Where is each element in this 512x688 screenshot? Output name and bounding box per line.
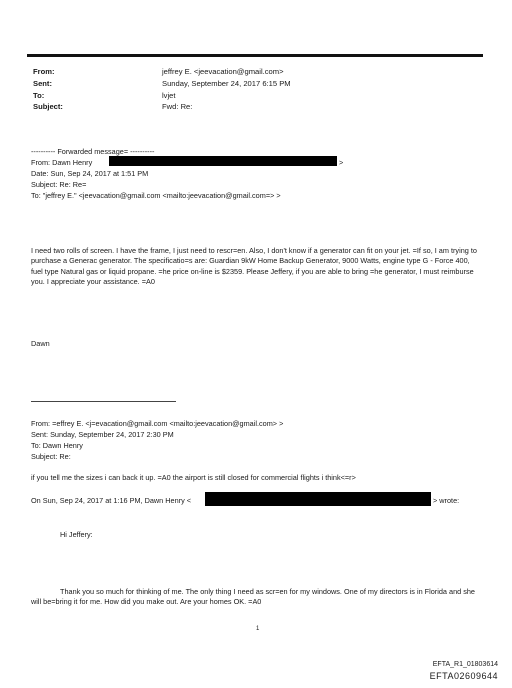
- reply-body: if you tell me the sizes i can back it up. =A0 the airport is still closed for commercial flights i think<=r>: [31, 473, 356, 482]
- redaction-block: [109, 156, 337, 166]
- bates-number-primary: EFTA02609644: [429, 671, 498, 681]
- to-value: lvjet: [162, 91, 176, 100]
- forwarded-date: Date: Sun, Sep 24, 2017 at 1:51 PM: [31, 169, 149, 178]
- subject-value: Fwd: Re:: [162, 102, 193, 111]
- subject-label: Subject:: [33, 102, 63, 111]
- forwarded-to: To: "jeffrey E." <jeevacation@gmail.com <mailto:jeevacation@gmail.com=> >: [31, 191, 281, 200]
- bates-number-secondary: EFTA_R1_01803614: [432, 661, 498, 668]
- message-body: I need two rolls of screen. I have the frame, I just need to rescr=en. Also, I don't know if a generator can fit on your jet. =If so, I am trying to purchase a Generac generator. The specificatio=s are: Guardian 9kW Home Backup Generator, 9000 Watts, engine type G - Force 400, fuel type Natural gas or liquid propane. =he price on-line is $2359. Please Jeffery, if you are able to bring =he generator, I must reimburse you. I appreciate your assistance. =A0: [31, 246, 477, 286]
- header-divider: [27, 54, 483, 57]
- sent-label: Sent:: [33, 79, 52, 88]
- forwarded-from-suffix: >: [339, 158, 344, 167]
- quoted-body: Thank you so much for thinking of me. The only thing I need as scr=en for my windows. One of my directors is in Florida and she will be=bring it for me. How did you make out. Are your homes OK. =A0: [31, 587, 475, 607]
- forwarded-marker: ---------- Forwarded message= ----------: [31, 147, 155, 156]
- reply-subject: Subject: Re:: [31, 452, 71, 461]
- to-label: To:: [33, 91, 45, 100]
- reply-separator: [31, 401, 176, 402]
- reply-sent: Sent: Sunday, September 24, 2017 2:30 PM: [31, 430, 174, 439]
- forwarded-from: From: Dawn Henry: [31, 158, 93, 167]
- from-label: From:: [33, 67, 55, 76]
- from-value[interactable]: jeffrey E. <jeevacation@gmail.com>: [162, 67, 284, 76]
- reply-from: From: =effrey E. <j=evacation@gmail.com <mailto:jeevacation@gmail.com> >: [31, 419, 284, 428]
- redaction-block: [205, 492, 431, 506]
- sent-value: Sunday, September 24, 2017 6:15 PM: [162, 79, 291, 88]
- reply-to: To: Dawn Henry: [31, 441, 83, 450]
- quoted-intro-suffix: > wrote:: [433, 496, 460, 505]
- page-number: 1: [256, 626, 260, 632]
- signature: Dawn: [31, 339, 50, 348]
- quoted-greeting: Hi Jeffery:: [60, 530, 93, 539]
- forwarded-subject: Subject: Re: Re=: [31, 180, 87, 189]
- quoted-intro: On Sun, Sep 24, 2017 at 1:16 PM, Dawn Henry <: [31, 496, 192, 505]
